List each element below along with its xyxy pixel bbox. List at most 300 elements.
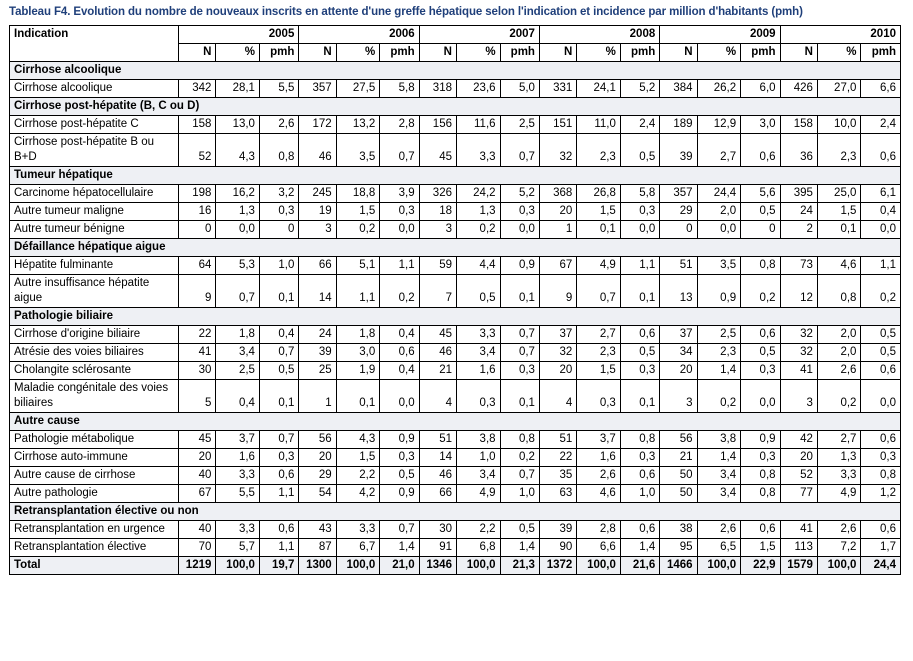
value-cell: 5,5 — [216, 485, 260, 503]
value-cell: 3 — [299, 221, 336, 239]
value-cell: 1 — [299, 380, 336, 413]
value-cell: 2,8 — [380, 116, 419, 134]
subcolumn-header: pmh — [500, 44, 539, 62]
value-cell: 26,2 — [697, 80, 741, 98]
value-cell: 0,8 — [741, 467, 780, 485]
value-cell: 0,3 — [620, 362, 659, 380]
value-cell: 395 — [780, 185, 817, 203]
total-value-cell: 1579 — [780, 557, 817, 575]
row-label: Cirrhose post-hépatite B ou B+D — [10, 134, 179, 167]
value-cell: 3,4 — [216, 344, 260, 362]
value-cell: 6,8 — [456, 539, 500, 557]
value-cell: 56 — [660, 431, 697, 449]
row-label: Cholangite sclérosante — [10, 362, 179, 380]
value-cell: 41 — [780, 362, 817, 380]
value-cell: 13,2 — [336, 116, 380, 134]
value-cell: 12,9 — [697, 116, 741, 134]
value-cell: 4,6 — [817, 257, 861, 275]
value-cell: 27,0 — [817, 80, 861, 98]
value-cell: 24,1 — [577, 80, 621, 98]
subcolumn-header: N — [539, 44, 576, 62]
value-cell: 3,3 — [216, 467, 260, 485]
value-cell: 1,3 — [817, 449, 861, 467]
value-cell: 0,0 — [380, 380, 419, 413]
row-label: Carcinome hépatocellulaire — [10, 185, 179, 203]
value-cell: 2,4 — [620, 116, 659, 134]
value-cell: 5,7 — [216, 539, 260, 557]
value-cell: 0,2 — [697, 380, 741, 413]
row-label: Autre insuffisance hépatite aigue — [10, 275, 179, 308]
value-cell: 0 — [179, 221, 216, 239]
value-cell: 24 — [780, 203, 817, 221]
value-cell: 0,5 — [861, 344, 901, 362]
value-cell: 2,3 — [817, 134, 861, 167]
value-cell: 16 — [179, 203, 216, 221]
value-cell: 1,3 — [456, 203, 500, 221]
value-cell: 3,0 — [336, 344, 380, 362]
value-cell: 4,3 — [216, 134, 260, 167]
value-cell: 50 — [660, 467, 697, 485]
category-label: Autre cause — [10, 413, 901, 431]
value-cell: 5,8 — [620, 185, 659, 203]
subcolumn-header: pmh — [380, 44, 419, 62]
row-label: Atrésie des voies biliaires — [10, 344, 179, 362]
value-cell: 0,8 — [741, 485, 780, 503]
subcolumn-header: pmh — [741, 44, 780, 62]
total-value-cell: 21,0 — [380, 557, 419, 575]
subcolumn-header: pmh — [620, 44, 659, 62]
year-header: 2010 — [780, 26, 900, 44]
total-label: Total — [10, 557, 179, 575]
category-label: Défaillance hépatique aigue — [10, 239, 901, 257]
value-cell: 172 — [299, 116, 336, 134]
category-row — [10, 98, 901, 116]
value-cell: 0,1 — [577, 221, 621, 239]
value-cell: 26,8 — [577, 185, 621, 203]
value-cell: 0,6 — [620, 521, 659, 539]
subcolumn-header: % — [817, 44, 861, 62]
value-cell: 51 — [660, 257, 697, 275]
value-cell: 3,2 — [259, 185, 298, 203]
value-cell: 2 — [780, 221, 817, 239]
value-cell: 0,6 — [861, 431, 901, 449]
value-cell: 21 — [419, 362, 456, 380]
value-cell: 0 — [259, 221, 298, 239]
value-cell: 70 — [179, 539, 216, 557]
value-cell: 41 — [179, 344, 216, 362]
value-cell: 18,8 — [336, 185, 380, 203]
value-cell: 32 — [780, 344, 817, 362]
row-label: Autre pathologie — [10, 485, 179, 503]
value-cell: 45 — [419, 134, 456, 167]
value-cell: 0,3 — [741, 449, 780, 467]
value-cell: 384 — [660, 80, 697, 98]
value-cell: 0,9 — [380, 431, 419, 449]
value-cell: 0,8 — [861, 467, 901, 485]
value-cell: 63 — [539, 485, 576, 503]
value-cell: 3,4 — [456, 467, 500, 485]
value-cell: 37 — [539, 326, 576, 344]
value-cell: 0,4 — [259, 326, 298, 344]
value-cell: 0,6 — [861, 362, 901, 380]
value-cell: 2,0 — [817, 344, 861, 362]
value-cell: 13 — [660, 275, 697, 308]
value-cell: 73 — [780, 257, 817, 275]
value-cell: 1,0 — [620, 485, 659, 503]
value-cell: 2,6 — [817, 362, 861, 380]
value-cell: 87 — [299, 539, 336, 557]
value-cell: 0,6 — [741, 521, 780, 539]
table-row — [10, 485, 901, 503]
value-cell: 0,1 — [817, 221, 861, 239]
value-cell: 1,1 — [259, 539, 298, 557]
value-cell: 0,4 — [380, 362, 419, 380]
value-cell: 3,5 — [697, 257, 741, 275]
value-cell: 2,6 — [259, 116, 298, 134]
value-cell: 2,8 — [577, 521, 621, 539]
table-row — [10, 326, 901, 344]
value-cell: 0,7 — [216, 275, 260, 308]
value-cell: 0,3 — [500, 362, 539, 380]
value-cell: 0,8 — [500, 431, 539, 449]
value-cell: 1,1 — [336, 275, 380, 308]
value-cell: 2,7 — [577, 326, 621, 344]
value-cell: 51 — [539, 431, 576, 449]
row-label: Cirrhose post-hépatite C — [10, 116, 179, 134]
value-cell: 0 — [660, 221, 697, 239]
value-cell: 52 — [780, 467, 817, 485]
value-cell: 0,6 — [861, 521, 901, 539]
value-cell: 0,6 — [259, 521, 298, 539]
value-cell: 2,4 — [861, 116, 901, 134]
value-cell: 20 — [299, 449, 336, 467]
value-cell: 0,2 — [861, 275, 901, 308]
value-cell: 45 — [179, 431, 216, 449]
value-cell: 3,4 — [697, 467, 741, 485]
value-cell: 2,3 — [577, 134, 621, 167]
value-cell: 0,1 — [259, 380, 298, 413]
value-cell: 22 — [179, 326, 216, 344]
value-cell: 1,8 — [216, 326, 260, 344]
value-cell: 0,2 — [817, 380, 861, 413]
value-cell: 24,2 — [456, 185, 500, 203]
subcolumn-header: pmh — [861, 44, 901, 62]
subcolumn-header: % — [697, 44, 741, 62]
value-cell: 1,4 — [380, 539, 419, 557]
value-cell: 2,5 — [216, 362, 260, 380]
value-cell: 2,5 — [500, 116, 539, 134]
value-cell: 2,3 — [697, 344, 741, 362]
subcolumn-header: N — [660, 44, 697, 62]
value-cell: 25 — [299, 362, 336, 380]
value-cell: 0,2 — [336, 221, 380, 239]
value-cell: 0,5 — [380, 467, 419, 485]
value-cell: 2,6 — [817, 521, 861, 539]
value-cell: 46 — [419, 344, 456, 362]
value-cell: 0,7 — [380, 521, 419, 539]
value-cell: 2,2 — [456, 521, 500, 539]
value-cell: 0,1 — [500, 275, 539, 308]
value-cell: 95 — [660, 539, 697, 557]
total-value-cell: 21,6 — [620, 557, 659, 575]
value-cell: 3,0 — [741, 116, 780, 134]
value-cell: 0,0 — [620, 221, 659, 239]
value-cell: 3,3 — [336, 521, 380, 539]
value-cell: 0,3 — [259, 449, 298, 467]
year-header: 2006 — [299, 26, 419, 44]
value-cell: 20 — [539, 362, 576, 380]
table-row — [10, 203, 901, 221]
value-cell: 3,4 — [697, 485, 741, 503]
data-table — [9, 25, 901, 575]
category-label: Cirrhose alcoolique — [10, 62, 901, 80]
value-cell: 20 — [179, 449, 216, 467]
value-cell: 36 — [780, 134, 817, 167]
subcolumn-header: % — [456, 44, 500, 62]
value-cell: 0,0 — [500, 221, 539, 239]
row-label: Autre tumeur maligne — [10, 203, 179, 221]
subcolumn-header: % — [336, 44, 380, 62]
value-cell: 1,7 — [861, 539, 901, 557]
value-cell: 29 — [660, 203, 697, 221]
value-cell: 0,0 — [380, 221, 419, 239]
value-cell: 20 — [660, 362, 697, 380]
table-row — [10, 380, 901, 413]
value-cell: 0,3 — [259, 203, 298, 221]
value-cell: 3,3 — [456, 134, 500, 167]
table-row — [10, 257, 901, 275]
value-cell: 0,7 — [500, 134, 539, 167]
value-cell: 0,1 — [336, 380, 380, 413]
value-cell: 1 — [539, 221, 576, 239]
subcolumn-header: N — [179, 44, 216, 62]
value-cell: 43 — [299, 521, 336, 539]
value-cell: 66 — [419, 485, 456, 503]
value-cell: 0,3 — [620, 449, 659, 467]
value-cell: 64 — [179, 257, 216, 275]
category-row — [10, 239, 901, 257]
value-cell: 4 — [539, 380, 576, 413]
table-row — [10, 521, 901, 539]
total-value-cell: 24,4 — [861, 557, 901, 575]
value-cell: 3 — [419, 221, 456, 239]
value-cell: 52 — [179, 134, 216, 167]
total-row — [10, 557, 901, 575]
value-cell: 1,4 — [500, 539, 539, 557]
value-cell: 0 — [741, 221, 780, 239]
value-cell: 9 — [179, 275, 216, 308]
total-value-cell: 100,0 — [456, 557, 500, 575]
value-cell: 0,9 — [380, 485, 419, 503]
category-row — [10, 308, 901, 326]
value-cell: 10,0 — [817, 116, 861, 134]
value-cell: 38 — [660, 521, 697, 539]
row-label: Retransplantation élective — [10, 539, 179, 557]
value-cell: 326 — [419, 185, 456, 203]
table-row — [10, 116, 901, 134]
value-cell: 1,9 — [336, 362, 380, 380]
value-cell: 59 — [419, 257, 456, 275]
value-cell: 2,6 — [577, 467, 621, 485]
value-cell: 32 — [539, 134, 576, 167]
value-cell: 0,2 — [741, 275, 780, 308]
value-cell: 4,9 — [817, 485, 861, 503]
row-label: Hépatite fulminante — [10, 257, 179, 275]
table-row — [10, 362, 901, 380]
row-label: Cirrhose alcoolique — [10, 80, 179, 98]
table-row — [10, 539, 901, 557]
value-cell: 28,1 — [216, 80, 260, 98]
value-cell: 4 — [419, 380, 456, 413]
value-cell: 1,4 — [697, 449, 741, 467]
year-header: 2008 — [539, 26, 659, 44]
value-cell: 0,0 — [861, 380, 901, 413]
value-cell: 4,3 — [336, 431, 380, 449]
value-cell: 0,7 — [259, 344, 298, 362]
category-label: Tumeur hépatique — [10, 167, 901, 185]
value-cell: 30 — [179, 362, 216, 380]
value-cell: 0,5 — [620, 134, 659, 167]
value-cell: 1,0 — [456, 449, 500, 467]
value-cell: 46 — [419, 467, 456, 485]
value-cell: 1,5 — [817, 203, 861, 221]
category-label: Cirrhose post-hépatite (B, C ou D) — [10, 98, 901, 116]
value-cell: 1,6 — [456, 362, 500, 380]
row-label: Retransplantation en urgence — [10, 521, 179, 539]
value-cell: 25,0 — [817, 185, 861, 203]
value-cell: 4,9 — [456, 485, 500, 503]
total-value-cell: 21,3 — [500, 557, 539, 575]
total-value-cell: 100,0 — [697, 557, 741, 575]
value-cell: 39 — [539, 521, 576, 539]
value-cell: 45 — [419, 326, 456, 344]
table-title: Tableau F4. Evolution du nombre de nouveaux inscrits en attente d'une greffe hépatique selon l'indication et incidence par million d'habitants (pmh) — [9, 6, 803, 18]
table-row — [10, 344, 901, 362]
row-label: Maladie congénitale des voies biliaires — [10, 380, 179, 413]
value-cell: 0,3 — [577, 380, 621, 413]
value-cell: 1,6 — [216, 449, 260, 467]
value-cell: 51 — [419, 431, 456, 449]
value-cell: 0,3 — [456, 380, 500, 413]
value-cell: 1,5 — [741, 539, 780, 557]
value-cell: 0,1 — [259, 275, 298, 308]
value-cell: 0,2 — [380, 275, 419, 308]
total-value-cell: 1300 — [299, 557, 336, 575]
category-row — [10, 503, 901, 521]
value-cell: 27,5 — [336, 80, 380, 98]
value-cell: 3 — [660, 380, 697, 413]
value-cell: 5,8 — [380, 80, 419, 98]
subcolumn-header: pmh — [259, 44, 298, 62]
value-cell: 4,9 — [577, 257, 621, 275]
value-cell: 46 — [299, 134, 336, 167]
value-cell: 0,3 — [861, 449, 901, 467]
value-cell: 0,8 — [817, 275, 861, 308]
value-cell: 189 — [660, 116, 697, 134]
table-row — [10, 134, 901, 167]
value-cell: 3,9 — [380, 185, 419, 203]
value-cell: 0,1 — [620, 275, 659, 308]
row-label: Cirrhose d'origine biliaire — [10, 326, 179, 344]
row-label: Cirrhose auto-immune — [10, 449, 179, 467]
value-cell: 1,1 — [380, 257, 419, 275]
value-cell: 34 — [660, 344, 697, 362]
value-cell: 0,7 — [259, 431, 298, 449]
value-cell: 1,1 — [861, 257, 901, 275]
total-value-cell: 22,9 — [741, 557, 780, 575]
value-cell: 357 — [660, 185, 697, 203]
value-cell: 56 — [299, 431, 336, 449]
value-cell: 1,1 — [620, 257, 659, 275]
value-cell: 5,2 — [620, 80, 659, 98]
value-cell: 39 — [660, 134, 697, 167]
value-cell: 0,0 — [741, 380, 780, 413]
value-cell: 5,3 — [216, 257, 260, 275]
category-row — [10, 62, 901, 80]
value-cell: 0,7 — [500, 467, 539, 485]
value-cell: 1,5 — [336, 203, 380, 221]
value-cell: 14 — [299, 275, 336, 308]
value-cell: 0,9 — [500, 257, 539, 275]
value-cell: 0,6 — [259, 467, 298, 485]
value-cell: 0,7 — [500, 344, 539, 362]
total-value-cell: 100,0 — [817, 557, 861, 575]
value-cell: 158 — [780, 116, 817, 134]
value-cell: 2,0 — [817, 326, 861, 344]
value-cell: 6,6 — [861, 80, 901, 98]
value-cell: 11,0 — [577, 116, 621, 134]
row-label: Pathologie métabolique — [10, 431, 179, 449]
total-value-cell: 100,0 — [577, 557, 621, 575]
value-cell: 3,8 — [456, 431, 500, 449]
total-value-cell: 1372 — [539, 557, 576, 575]
value-cell: 14 — [419, 449, 456, 467]
category-label: Pathologie biliaire — [10, 308, 901, 326]
table-row — [10, 431, 901, 449]
value-cell: 1,5 — [577, 203, 621, 221]
value-cell: 4,6 — [577, 485, 621, 503]
value-cell: 1,0 — [500, 485, 539, 503]
total-value-cell: 1346 — [419, 557, 456, 575]
value-cell: 54 — [299, 485, 336, 503]
value-cell: 7 — [419, 275, 456, 308]
value-cell: 35 — [539, 467, 576, 485]
value-cell: 1,6 — [577, 449, 621, 467]
value-cell: 23,6 — [456, 80, 500, 98]
value-cell: 0,2 — [456, 221, 500, 239]
value-cell: 39 — [299, 344, 336, 362]
value-cell: 0,1 — [500, 380, 539, 413]
value-cell: 0,5 — [741, 344, 780, 362]
subcolumn-header: % — [577, 44, 621, 62]
category-row — [10, 413, 901, 431]
value-cell: 5,6 — [741, 185, 780, 203]
value-cell: 20 — [780, 449, 817, 467]
value-cell: 0,6 — [380, 344, 419, 362]
value-cell: 11,6 — [456, 116, 500, 134]
value-cell: 0,3 — [380, 449, 419, 467]
value-cell: 4,2 — [336, 485, 380, 503]
value-cell: 426 — [780, 80, 817, 98]
value-cell: 1,5 — [577, 362, 621, 380]
value-cell: 40 — [179, 467, 216, 485]
value-cell: 0,7 — [577, 275, 621, 308]
value-cell: 3,7 — [216, 431, 260, 449]
value-cell: 1,4 — [620, 539, 659, 557]
value-cell: 7,2 — [817, 539, 861, 557]
total-value-cell: 19,7 — [259, 557, 298, 575]
total-value-cell: 100,0 — [216, 557, 260, 575]
